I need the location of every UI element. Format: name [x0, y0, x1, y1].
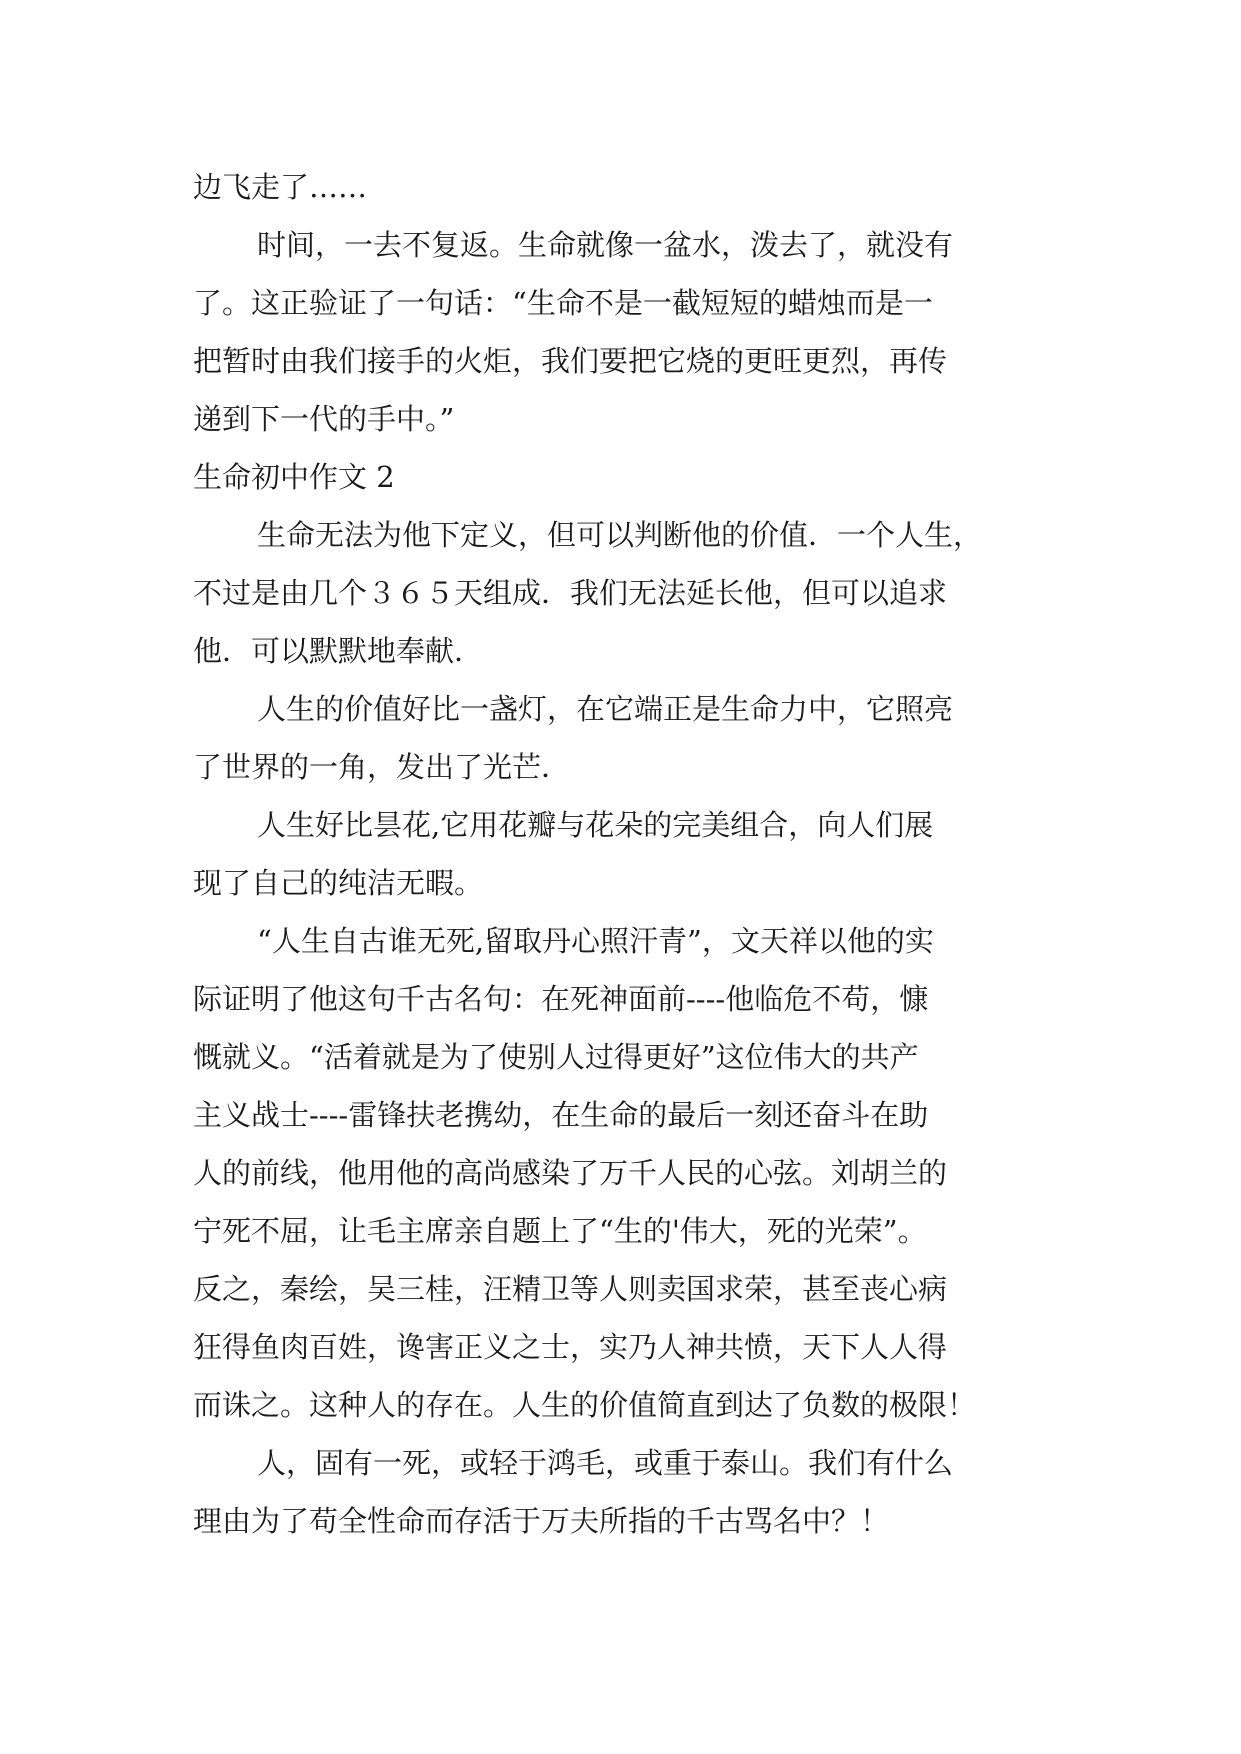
text-line: 际证明了他这句千古名句：在死神面前----他临危不苟，慷 — [193, 982, 929, 1016]
paragraph-start-line: 人生好比昙花,它用花瓣与花朵的完美组合，向人们展 — [257, 808, 934, 842]
text-line: 狂得鱼肉百姓，谗害正义之士，实乃人神共愤，天下人人得 — [193, 1330, 948, 1364]
text-line: 现了自己的纯洁无暇。 — [193, 866, 484, 900]
text-line: 反之，秦绘，吴三桂，汪精卫等人则卖国求荣，甚至丧心病 — [193, 1272, 948, 1306]
paragraph-start-line: 人生的价值好比一盏灯，在它端正是生命力中，它照亮 — [257, 692, 954, 726]
text-line: 了世界的一角，发出了光芒． — [193, 750, 571, 784]
paragraph-start-line: “人生自古谁无死,留取丹心照汗青”，文天祥以他的实 — [257, 924, 934, 958]
paragraph-start-line: 人，固有一死，或轻于鸿毛，或重于泰山。我们有什么 — [257, 1446, 954, 1480]
text-line: 人的前线，他用他的高尚感染了万千人民的心弦。刘胡兰的 — [193, 1156, 948, 1190]
text-line: 把暂时由我们接手的火炬，我们要把它烧的更旺更烈，再传 — [193, 344, 948, 378]
text-line: 而诛之。这种人的存在。人生的价值简直到达了负数的极限！ — [193, 1388, 977, 1422]
text-line: 边飞走了…… — [193, 170, 368, 204]
text-line: 理由为了苟全性命而存活于万夫所指的千古骂名中？！ — [193, 1504, 890, 1538]
text-line: 慨就义。“活着就是为了使别人过得更好”这位伟大的共产 — [193, 1040, 919, 1074]
paragraph-start-line: 生命无法为他下定义，但可以判断他的价值．一个人生， — [257, 518, 983, 552]
paragraph-start-line: 时间，一去不复返。生命就像一盆水，泼去了，就没有 — [257, 228, 954, 262]
text-line: 了。这正验证了一句话：“生命不是一截短短的蜡烛而是一 — [193, 286, 933, 320]
section-heading: 生命初中作文 2 — [193, 460, 395, 494]
text-line: 主义战士----雷锋扶老携幼，在生命的最后一刻还奋斗在助 — [193, 1098, 929, 1132]
text-line: 递到下一代的手中。” — [193, 402, 455, 436]
text-line: 不过是由几个３６５天组成．我们无法延长他，但可以追求 — [193, 576, 948, 610]
document-body — [193, 158, 1063, 1550]
text-line: 他．可以默默地奉献． — [193, 634, 484, 668]
text-line: 宁死不屈，让毛主席亲自题上了“生的'伟大，死的光荣”。 — [193, 1214, 927, 1248]
